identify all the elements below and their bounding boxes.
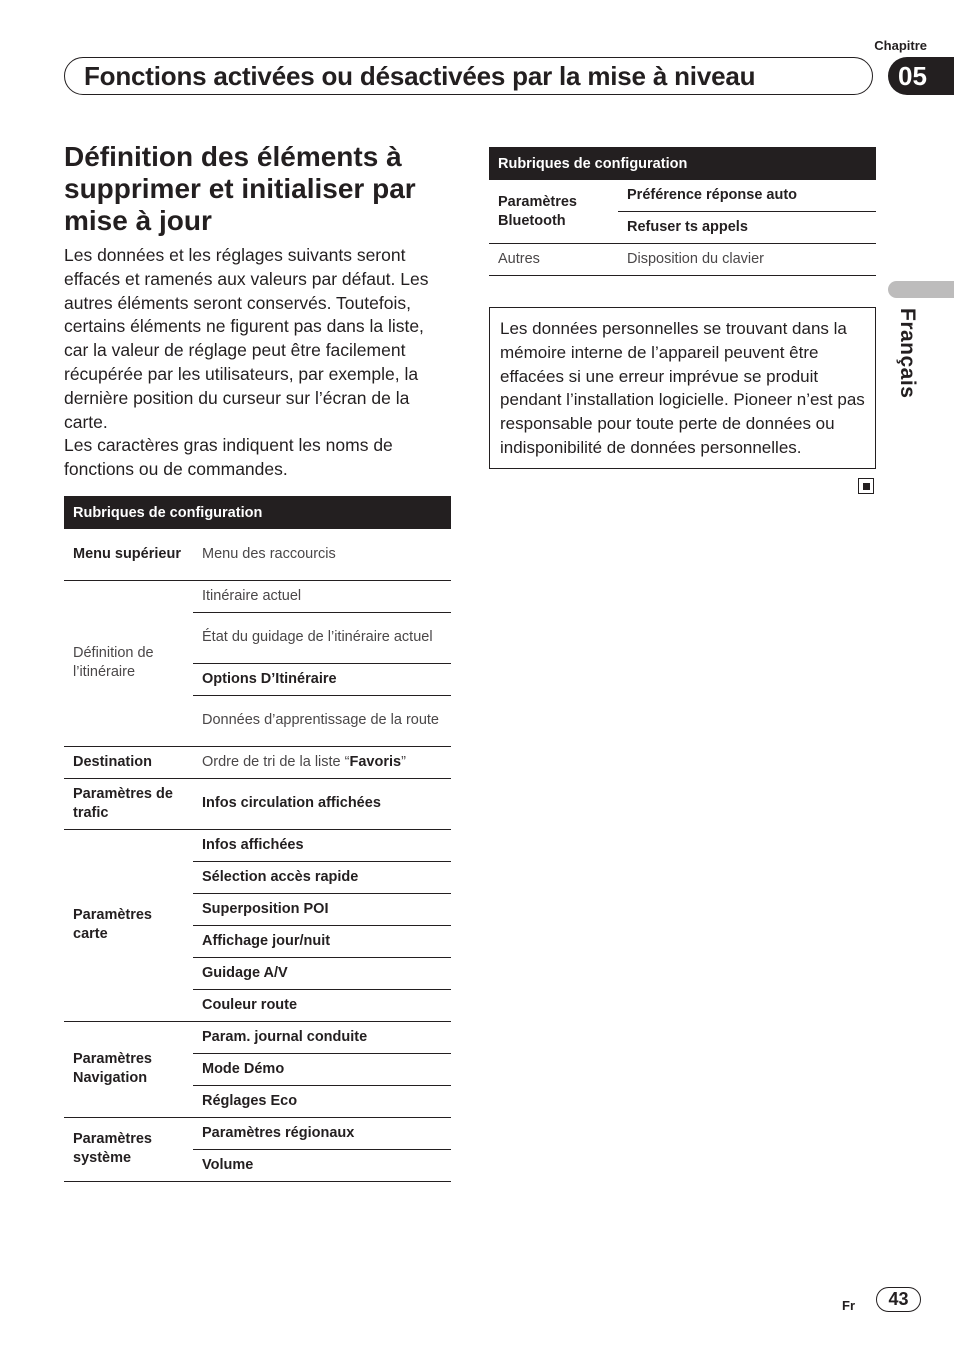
category-cell: Paramètres Bluetooth [489, 180, 618, 244]
table-row [64, 1021, 451, 1053]
item-cell: Volume [193, 1149, 451, 1181]
item-text: Ordre de tri de la liste “ [202, 753, 350, 770]
table-row [64, 746, 451, 778]
category-cell: Définition de l’itinéraire [64, 580, 193, 746]
category-cell: Autres [489, 244, 618, 276]
item-cell: Paramètres régionaux [193, 1117, 451, 1149]
item-text-bold: Favoris [349, 753, 402, 770]
item-cell: Guidage A/V [193, 957, 451, 989]
section-heading: Définition des éléments à supprimer et initialiser par mise à jour [64, 141, 416, 236]
item-cell: Réglages Eco [193, 1085, 451, 1117]
table-row [489, 180, 876, 212]
table-header: Rubriques de configuration [489, 147, 876, 180]
category-cell: Paramètres Navigation [64, 1021, 193, 1117]
chapter-title: Fonctions activées ou désactivées par la mise à niveau [84, 61, 756, 91]
language-tab-label: Français [896, 308, 919, 399]
item-cell [193, 746, 451, 778]
item-cell: Superposition POI [193, 893, 451, 925]
category-cell: Paramètres système [64, 1117, 193, 1181]
paragraph-intro: Les données et les réglages suivants seront effacés et ramenés aux valeurs par défaut. Les autres éléments seront conservés. Toutefois, certains éléments ne figurent pas dans la liste, car la valeur de réglage peut être facilement récupérée par les utilisateurs, par exemple, la dernière position du curseur sur l’écran de la carte. [64, 245, 429, 432]
category-cell: Destination [64, 746, 193, 778]
item-cell: Mode Démo [193, 1053, 451, 1085]
note-box [489, 307, 876, 469]
table-row [64, 580, 451, 612]
config-table-left [64, 496, 451, 1182]
category-cell: Menu supérieur [64, 529, 193, 580]
table-row [64, 1117, 451, 1149]
item-cell: Préférence réponse auto [618, 180, 876, 212]
language-tab-marker [888, 281, 954, 298]
note-text: Les données personnelles se trouvant dans la mémoire interne de l’appareil peuvent être effacées si une erreur imprévue se produit pendant l’installation logicielle. Pioneer n’est pas responsable pour toute perte de données ou indisponibilité de données personnelles. [500, 319, 865, 457]
chapter-label: Chapitre [874, 38, 927, 53]
item-cell: Affichage jour/nuit [193, 925, 451, 957]
item-cell: Données d’apprentissage de la route [193, 695, 451, 746]
page-number: 43 [876, 1287, 921, 1312]
category-cell: Paramètres de trafic [64, 778, 193, 829]
item-cell: Options D’Itinéraire [193, 663, 451, 695]
item-cell: Itinéraire actuel [193, 580, 451, 612]
end-of-section-icon [858, 478, 874, 494]
item-cell: Refuser ts appels [618, 212, 876, 244]
item-text: ” [401, 753, 406, 770]
category-cell: Paramètres carte [64, 829, 193, 1021]
item-cell: Couleur route [193, 989, 451, 1021]
table-row [489, 244, 876, 276]
footer-language-code: Fr [842, 1298, 855, 1313]
item-cell: État du guidage de l’itinéraire actuel [193, 612, 451, 663]
item-cell: Infos circulation affichées [193, 778, 451, 829]
item-cell: Sélection accès rapide [193, 861, 451, 893]
item-cell: Param. journal conduite [193, 1021, 451, 1053]
item-cell: Disposition du clavier [618, 244, 876, 276]
table-row [64, 778, 451, 829]
section-body [64, 244, 452, 482]
table-row [64, 529, 451, 580]
item-cell: Menu des raccourcis [193, 529, 451, 580]
table-header: Rubriques de configuration [64, 496, 451, 529]
item-cell: Infos affichées [193, 829, 451, 861]
paragraph-bold-note: Les caractères gras indiquent les noms de fonctions ou de commandes. [64, 435, 393, 480]
table-row [64, 829, 451, 861]
chapter-number-badge: 05 [888, 57, 954, 95]
config-table-right [489, 147, 876, 276]
